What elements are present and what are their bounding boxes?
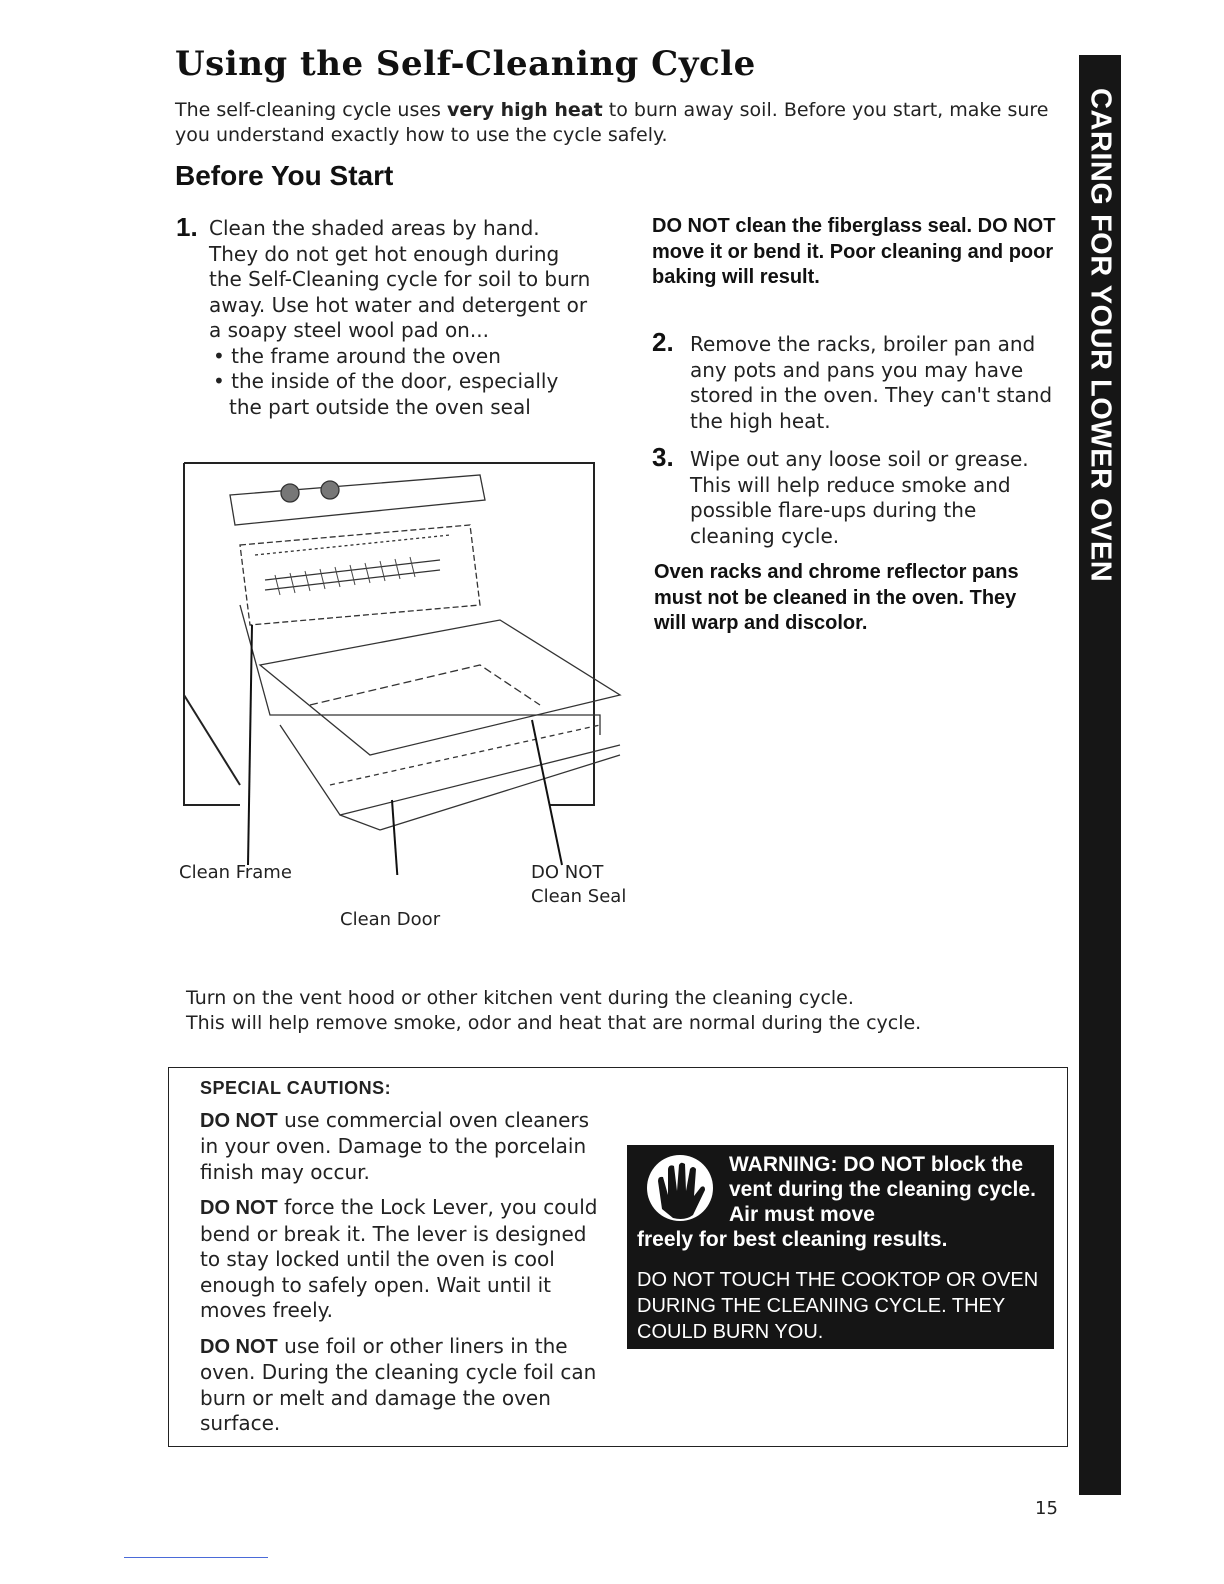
side-tab-label: CARING FOR YOUR LOWER OVEN	[1084, 88, 1117, 583]
step-1-number: 1.	[176, 212, 198, 242]
frame-outline-left	[184, 463, 240, 805]
warning-heading-tail: freely for best cleaning results.	[637, 1228, 948, 1251]
step-1	[209, 216, 594, 420]
seal-warning: DO NOT clean the fiberglass seal. DO NOT move it or bend it. Poor cleaning and poor baking will result.	[652, 215, 1056, 288]
caution-item: DO NOT force the Lock Lever, you could bend or break it. The lever is designed to stay locked until the oven is cool enough to safely open. Wait until it moves freely.	[200, 1195, 598, 1322]
caption-clean-door: Clean Door	[340, 909, 441, 930]
warning-heading: WARNING: DO NOT block the vent during the cleaning cycle. Air must move	[729, 1153, 1036, 1226]
intro-emphasis: very high heat	[446, 99, 603, 121]
section-heading: Before You Start	[175, 160, 394, 191]
hand-warning-icon	[635, 1151, 725, 1225]
frame-outline-right	[184, 463, 594, 805]
oven-illustration	[180, 455, 640, 875]
intro-text-end: to burn away soil. Before you start, make sure you understand exactly how to use the cycle safely.	[175, 99, 1049, 146]
bullet-item: • the inside of the door, especially the part outside the oven seal	[213, 369, 559, 419]
warning-box	[627, 1145, 1054, 1349]
step-2-text: Remove the racks, broiler pan and any pots and pans you may have stored in the oven. They can't stand the high heat.	[690, 332, 1053, 433]
racks-warning: Oven racks and chrome reflector pans must not be cleaned in the oven. They will warp and discolor.	[654, 561, 1019, 634]
caution-item: DO NOT use commercial oven cleaners in your oven. Damage to the porcelain finish may occur.	[200, 1107, 590, 1184]
vent-note-line2: This will help remove smoke, odor and heat that are normal during the cycle.	[186, 1012, 922, 1034]
bullet-item: • the frame around the oven	[213, 343, 501, 368]
intro-paragraph	[175, 98, 1055, 148]
step-3-text: Wipe out any loose soil or grease. This will help reduce smoke and possible flare-ups during the cleaning cycle.	[690, 447, 1029, 548]
vent-note	[186, 986, 1066, 1036]
step-3-number: 3.	[652, 442, 674, 472]
vent-note-line1: Turn on the vent hood or other kitchen vent during the cleaning cycle.	[186, 987, 854, 1009]
caption-clean-seal: Clean Seal	[531, 886, 627, 907]
special-cautions	[200, 1076, 600, 1447]
page-title: Using the Self-Cleaning Cycle	[175, 44, 756, 84]
step-2-number: 2.	[652, 327, 674, 357]
intro-text: The self-cleaning cycle uses	[175, 99, 447, 121]
step-1-text: Clean the shaded areas by hand. They do not get hot enough during the Self-Cleaning cycle for soil to burn away. Use hot water and detergent or a soapy steel wool pad on...	[209, 216, 591, 342]
page-number: 15	[1035, 1498, 1058, 1519]
step-1-bullets	[209, 344, 594, 421]
caption-clean-frame: Clean Frame	[179, 862, 292, 883]
caution-item: DO NOT use foil or other liners in the oven. During the cleaning cycle foil can burn or melt and damage the oven surface.	[200, 1333, 597, 1435]
caption-do-not: DO NOT	[531, 862, 604, 883]
warning-body: DO NOT TOUCH THE COOKTOP OR OVEN DURING THE CLEANING CYCLE. THEY COULD BURN YOU.	[637, 1269, 1039, 1343]
footer-rule	[124, 1557, 268, 1558]
special-cautions-title: SPECIAL CAUTIONS:	[200, 1078, 392, 1098]
